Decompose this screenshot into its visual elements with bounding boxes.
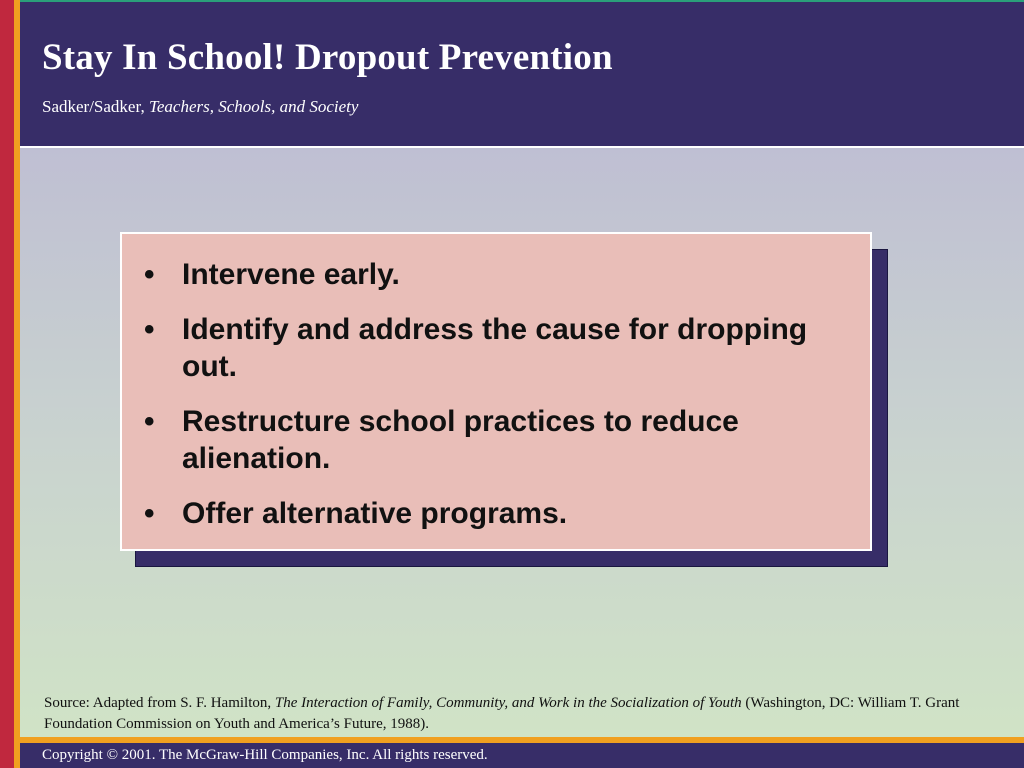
slide-title: Stay In School! Dropout Prevention bbox=[42, 37, 613, 78]
bullet-marker: • bbox=[144, 258, 155, 291]
bullet-marker: • bbox=[144, 313, 155, 346]
bullet-text: Offer alternative programs. bbox=[182, 497, 568, 530]
bullet-text: Intervene early. bbox=[182, 258, 400, 291]
source-prefix: Source: Adapted from S. F. Hamilton, bbox=[44, 695, 272, 711]
subtitle-work-title: Teachers, Schools, and Society bbox=[148, 97, 359, 116]
bullet-item bbox=[144, 495, 834, 532]
slide-subtitle bbox=[42, 97, 358, 117]
bullet-item bbox=[144, 311, 834, 385]
slide-header bbox=[20, 0, 1024, 146]
subtitle-authors: Sadker/Sadker, bbox=[42, 97, 145, 116]
bullet-text: Restructure school practices to reduce alienation. bbox=[182, 405, 739, 475]
bullet-text: Identify and address the cause for dropping out. bbox=[182, 313, 808, 383]
content-box bbox=[120, 232, 872, 551]
bullet-marker: • bbox=[144, 405, 155, 438]
source-note bbox=[44, 693, 994, 735]
source-title: The Interaction of Family, Community, and Work in the Socialization of Youth bbox=[274, 695, 742, 711]
bullet-list bbox=[144, 256, 834, 550]
bullet-item bbox=[144, 403, 834, 477]
bullet-item bbox=[144, 256, 834, 293]
slide-footer bbox=[20, 743, 1024, 768]
source-suffix: (Washington, DC: William T. Grant Foundation Commission on Youth and America’s Future, 1988). bbox=[44, 695, 960, 732]
left-stripe-red bbox=[0, 0, 14, 768]
bullet-marker: • bbox=[144, 497, 155, 530]
copyright-text: Copyright © 2001. The McGraw-Hill Companies, Inc. All rights reserved. bbox=[42, 747, 488, 763]
